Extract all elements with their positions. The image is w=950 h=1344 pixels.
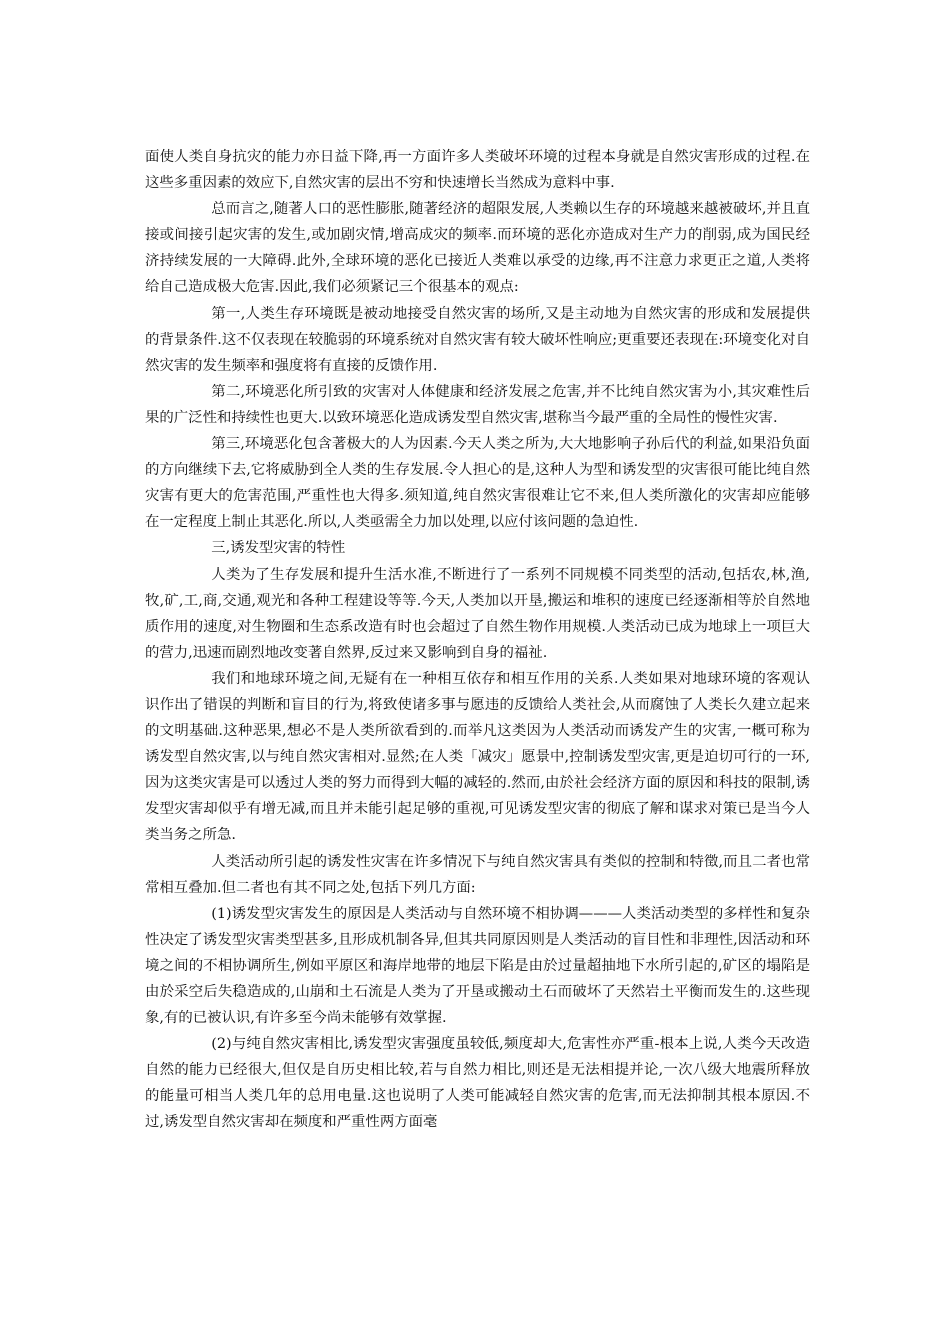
paragraph-8: 人类活动所引起的诱发性灾害在许多情况下与纯自然灾害具有类似的控制和特徵,而且二者也常常相互叠加.但二者也有其不同之处,包括下列几方面: — [145, 853, 810, 896]
section-heading: 三,诱发型灾害的特性 — [211, 540, 346, 557]
paragraph-6: 人类为了生存发展和提升生活水准,不断进行了一系列不同规模不同类型的活动,包括农,林,渔,牧,矿,工,商,交通,观光和各种工程建设等等.今天,人类加以开垦,搬运和堆积的速度已经逐渐相等於自然地质作用的速度,对生物圈和生态系改造有时也会超过了自然生物作用规模.人类活动已成为地球上一项巨大的营力,迅速而剧烈地改变著自然界,反过来又影响到自身的福祉. — [145, 566, 810, 661]
paragraph-10: (2)与纯自然灾害相比,诱发型灾害强度虽较低,频度却大,危害性亦严重-根本上说,人类今天改造自然的能力已经很大,但仅是自历史相比较,若与自然力相比,则还是无法相提并论,一次八级大地震所释放的能量可相当人类几年的总用电量.这也说明了人类可能减轻自然灾害的危害,而无法抑制其根本原因.不过,诱发型自然灾害却在频度和严重性两方面毫 — [145, 1036, 810, 1131]
document-body — [145, 144, 810, 1136]
paragraph-1: 面使人类自身抗灾的能力亦日益下降,再一方面许多人类破坏环境的过程本身就是自然灾害形成的过程.在这些多重因素的效应下,自然灾害的层出不穷和快速增长当然成为意料中事. — [145, 149, 810, 192]
paragraph-9: (1)诱发型灾害发生的原因是人类活动与自然环境不相协调———人类活动类型的多样性和复杂性决定了诱发型灾害类型甚多,且形成机制各异,但其共同原因则是人类活动的盲目性和非理性,因活动和环境之间的不相协调所生,例如平原区和海岸地带的地层下陷是由於过量超抽地下水所引起的,矿区的塌陷是由於采空后失稳造成的,山崩和土石流是人类为了开垦或搬动土石而破坏了天然岩土平衡而发生的.这些现象,有的已被认识,有许多至今尚未能够有效掌握. — [145, 905, 810, 1027]
paragraph-3: 第一,人类生存环境既是被动地接受自然灾害的场所,又是主动地为自然灾害的形成和发展提供的背景条件.这不仅表现在较脆弱的环境系统对自然灾害有较大破坏性响应;更重要还表现在:环境变化对自然灾害的发生频率和强度将有直接的反馈作用. — [145, 305, 810, 374]
paragraph-4: 第二,环境恶化所引致的灾害对人体健康和经济发展之危害,并不比纯自然灾害为小,其灾难性后果的广泛性和持续性也更大.以致环境恶化造成诱发型自然灾害,堪称当今最严重的全局性的慢性灾害. — [145, 383, 810, 426]
paragraph-7: 我们和地球环境之间,无疑有在一种相互依存和相互作用的关系.人类如果对地球环境的客观认识作出了错误的判断和盲目的行为,将致使诸多事与愿违的反馈给人类社会,从而腐蚀了人类长久建立起来的文明基础.这种恶果,想必不是人类所欲看到的.而举凡这类因为人类活动而诱发产生的灾害,一概可称为诱发型自然灾害,以与纯自然灾害相对.显然;在人类「减灾」愿景中,控制诱发型灾害,更是迫切可行的一环,因为这类灾害是可以透过人类的努力而得到大幅的减轻的.然而,由於社会经济方面的原因和科技的限制,诱发型灾害却似乎有增无减,而且并未能引起足够的重视,可见诱发型灾害的彻底了解和谋求对策已是当今人类当务之所急. — [145, 670, 810, 844]
paragraph-5: 第三,环境恶化包含著极大的人为因素.今天人类之所为,大大地影响子孙后代的利益,如果沿负面的方向继续下去,它将威胁到全人类的生存发展.令人担心的是,这种人为型和诱发型的灾害很可能比纯自然灾害有更大的危害范围,严重性也大得多.须知道,纯自然灾害很难让它不来,但人类所激化的灾害却应能够在一定程度上制止其恶化.所以,人类亟需全力加以处理,以应付该问题的急迫性. — [145, 436, 810, 531]
paragraph-2: 总而言之,随著人口的恶性膨胀,随著经济的超限发展,人类赖以生存的环境越来越被破坏,并且直接或间接引起灾害的发生,或加剧灾情,增高成灾的频率.而环境的恶化亦造成对生产力的削弱,成为国民经济持续发展的一大障碍.此外,全球环境的恶化已接近人类难以承受的边缘,再不注意力求更正之道,人类将给自己造成极大危害.因此,我们必须紧记三个很基本的观点: — [145, 201, 810, 296]
